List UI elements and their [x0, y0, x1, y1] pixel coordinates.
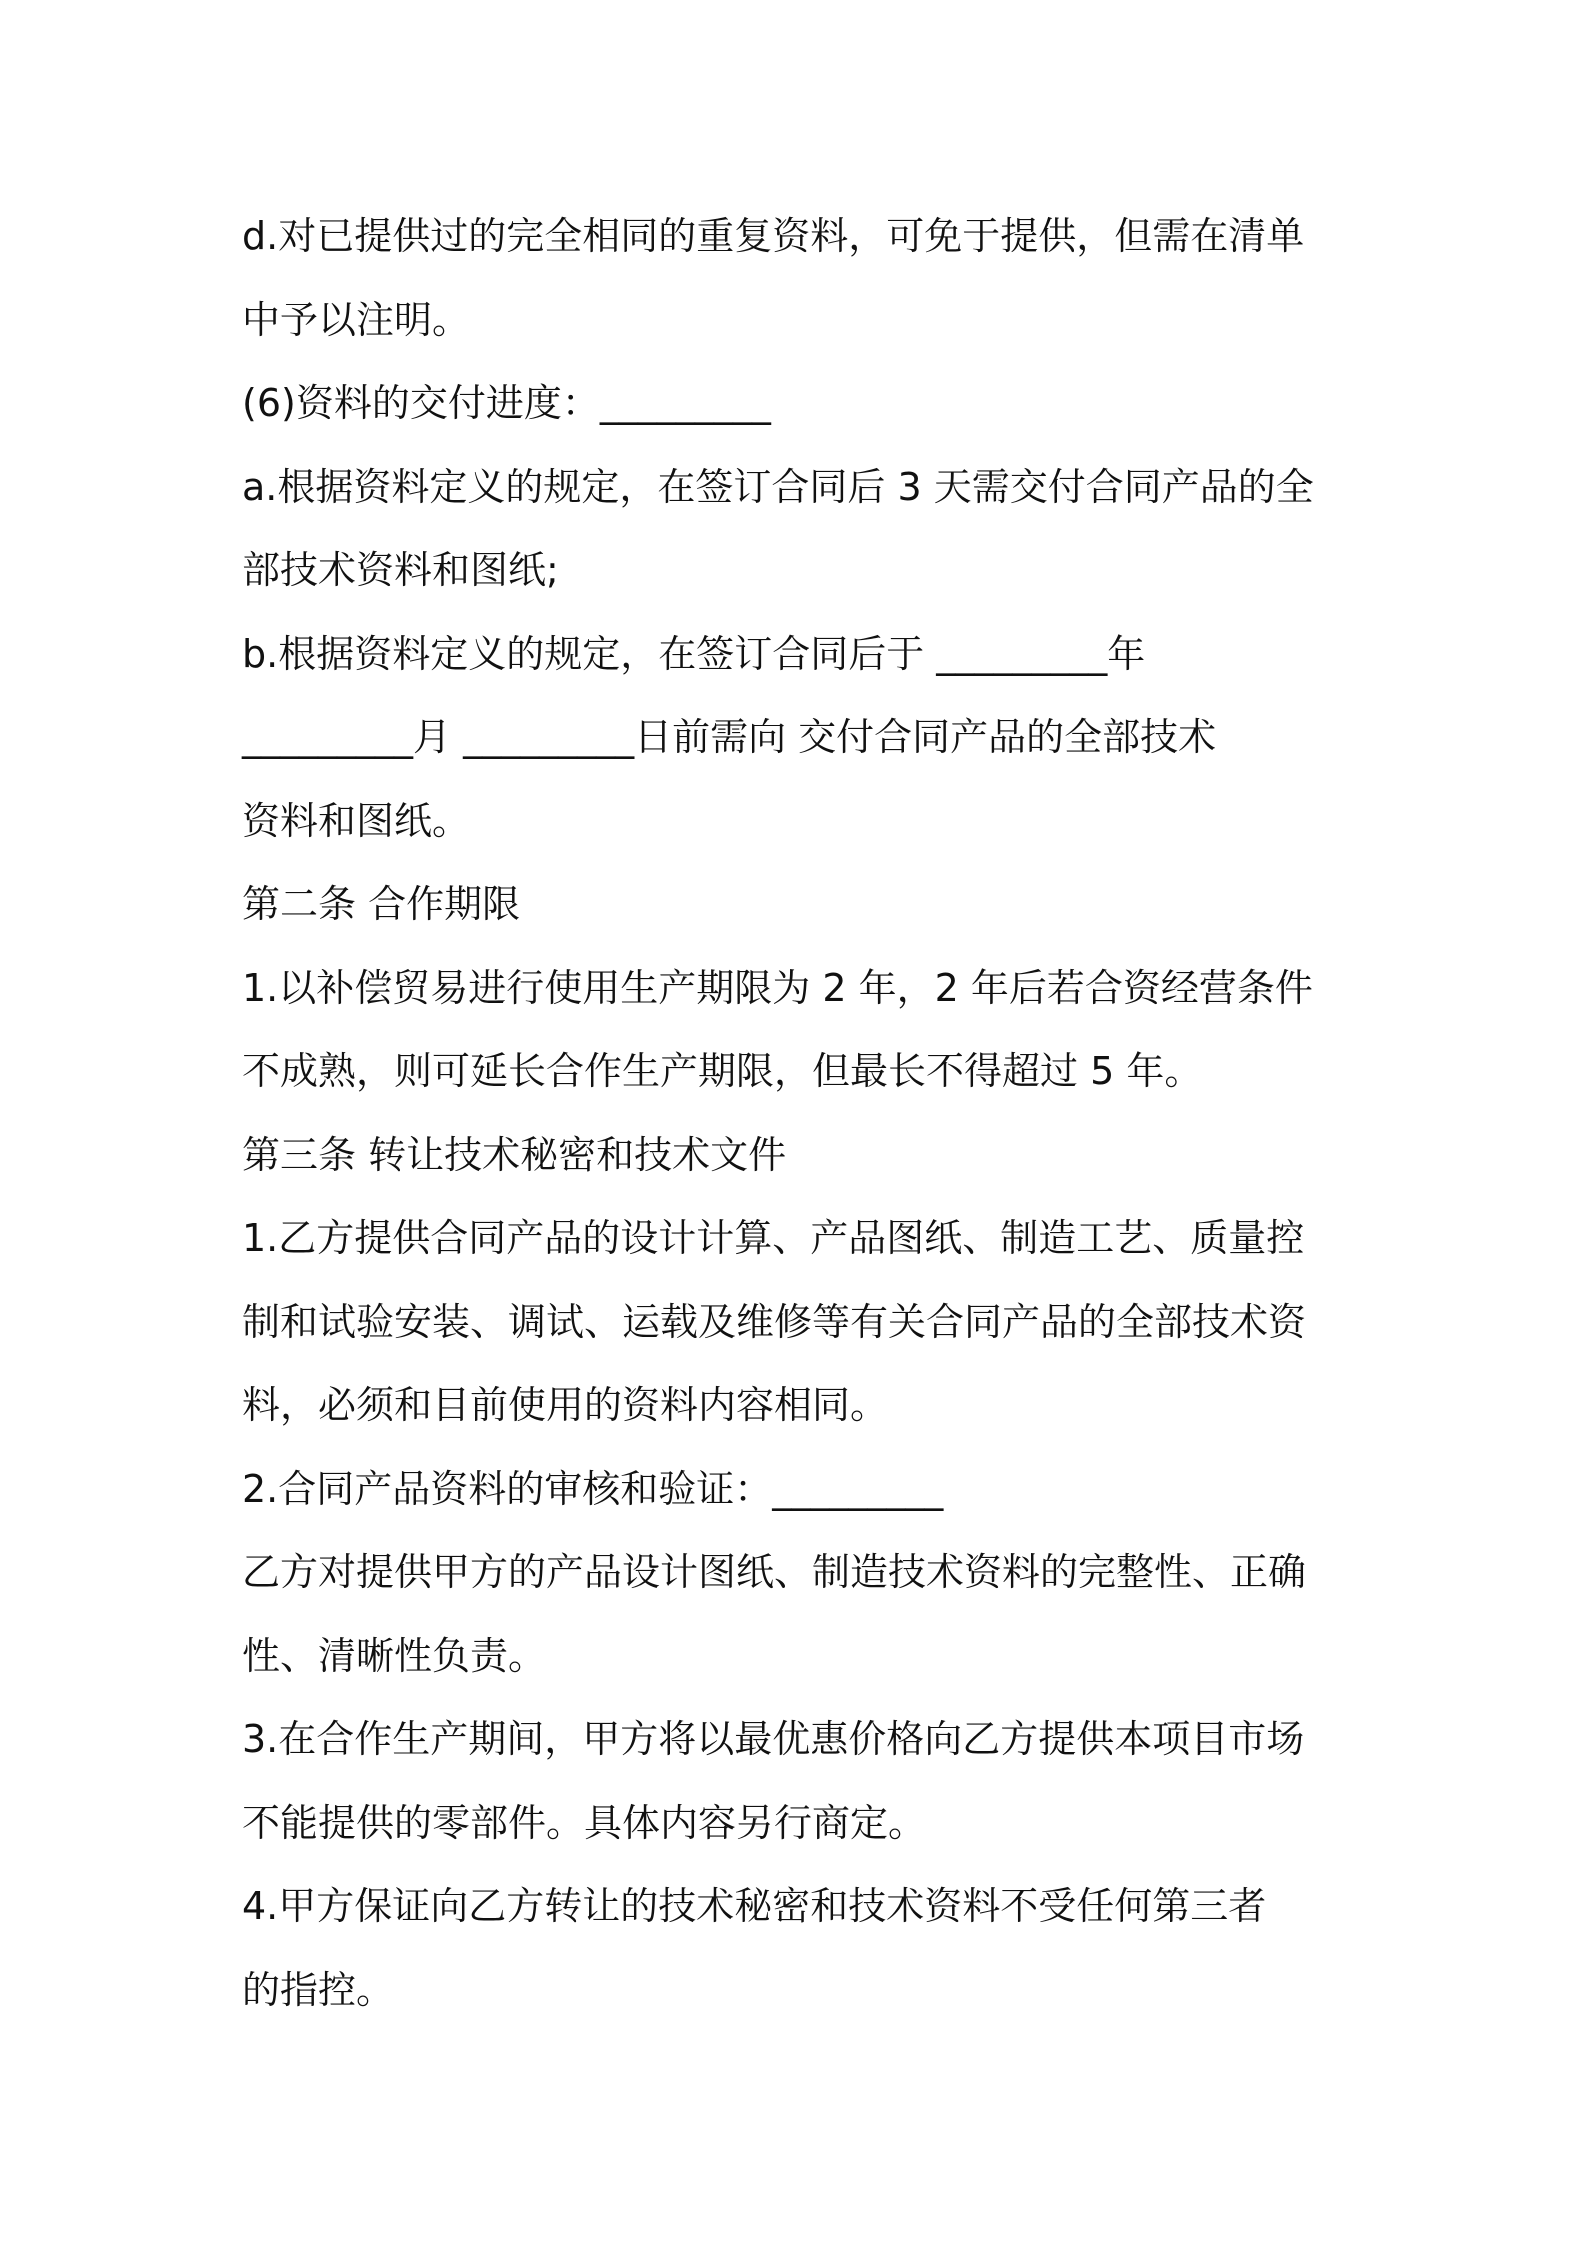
text-line: 性、清晰性负责。	[242, 1633, 547, 1678]
text-line: 不能提供的零部件。具体内容另行商定。	[242, 1800, 927, 1845]
text-line: 资料和图纸。	[242, 798, 471, 843]
text-line: 1.以补偿贸易进行使用生产期限为 2 年，2 年后若合资经营条件	[242, 965, 1313, 1010]
text-line: 乙方对提供甲方的产品设计图纸、制造技术资料的完整性、正确	[242, 1550, 1307, 1594]
document-body	[242, 195, 1354, 2032]
text-line: 中予以注明。	[242, 297, 471, 342]
text-line: 2.合同产品资料的审核和验证：_________	[242, 1466, 944, 1511]
text-line: 部技术资料和图纸;	[242, 548, 559, 592]
section-heading: 第三条 转让技术秘密和技术文件	[242, 1132, 787, 1177]
text-line: 4.甲方保证向乙方转让的技术秘密和技术资料不受任何第三者	[242, 1884, 1267, 1928]
text-line: 不成熟，则可延长合作生产期限，但最长不得超过 5 年。	[242, 1049, 1203, 1093]
text-line: 3.在合作生产期间，甲方将以最优惠价格向乙方提供本项目市场	[242, 1717, 1305, 1761]
text-line: 制和试验安装、调试、运载及维修等有关合同产品的全部技术资	[242, 1299, 1307, 1344]
text-line: 的指控。	[242, 1967, 395, 2012]
text-line: 料，必须和目前使用的资料内容相同。	[242, 1383, 889, 1427]
text-line: _________月 _________日前需向 交付合同产品的全部技术	[242, 715, 1217, 759]
text-line: (6)资料的交付进度：_________	[242, 381, 771, 425]
text-line: 1.乙方提供合同产品的设计计算、产品图纸、制造工艺、质量控	[242, 1216, 1305, 1260]
text-line: a.根据资料定义的规定，在签订合同后 3 天需交付合同产品的全	[242, 464, 1314, 509]
text-line: d.对已提供过的完全相同的重复资料，可免于提供，但需在清单	[242, 214, 1305, 258]
section-heading: 第二条 合作期限	[242, 882, 521, 926]
text-line: b.根据资料定义的规定，在签订合同后于 _________年	[242, 631, 1146, 676]
